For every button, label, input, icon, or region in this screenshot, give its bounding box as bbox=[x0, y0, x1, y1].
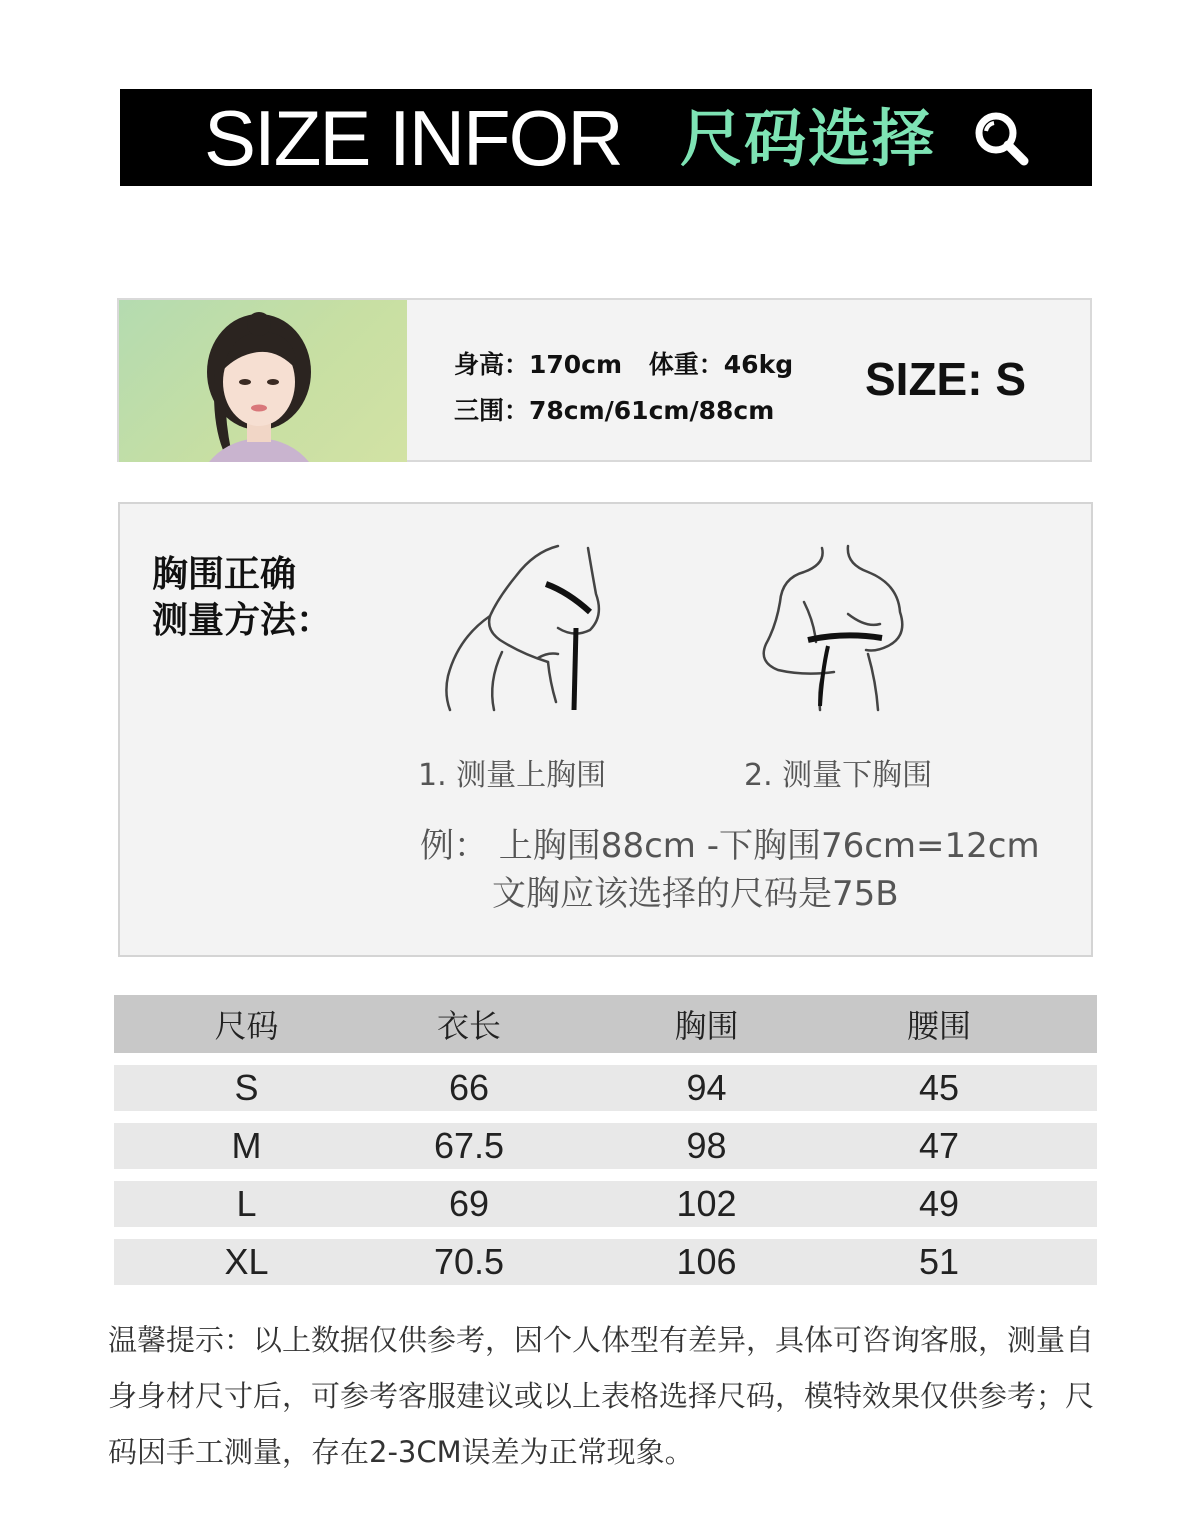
model-size: SIZE: S bbox=[865, 353, 1027, 405]
step1-caption: 1. 测量上胸围 bbox=[418, 758, 607, 793]
table-header-cell: 腰围 bbox=[906, 1007, 971, 1045]
upper-bust-illustration bbox=[438, 542, 618, 714]
table-cell: 67.5 bbox=[433, 1125, 505, 1166]
model-photo bbox=[119, 300, 407, 462]
under-bust-illustration bbox=[748, 542, 928, 714]
example-line1: 例： 上胸围88cm -下胸围76cm=12cm bbox=[420, 826, 1040, 866]
table-header-row bbox=[114, 995, 1097, 1053]
model-stats bbox=[454, 342, 811, 434]
table-cell: 106 bbox=[676, 1241, 737, 1282]
table-row bbox=[114, 1123, 1097, 1169]
table-cell: 66 bbox=[448, 1067, 490, 1108]
table-cell: 69 bbox=[448, 1183, 490, 1224]
measurement-method-box bbox=[118, 502, 1093, 957]
size-note: 温馨提示：以上数据仅供参考，因个人体型有差异，具体可咨询客服，测量自身身材尺寸后，可参考客服建议或以上表格选择尺码，模特效果仅供参考；尺码因手工测量，存在2-3CM误差为正常现象。 bbox=[108, 1323, 1095, 1469]
table-cell: 94 bbox=[686, 1067, 727, 1108]
example-text bbox=[420, 822, 1040, 918]
magnifier-icon bbox=[972, 111, 1032, 167]
table-cell: XL bbox=[224, 1241, 269, 1282]
method-title-line2: 测量方法： bbox=[152, 600, 333, 641]
table-header-cell: 尺码 bbox=[214, 1007, 279, 1045]
step2-caption: 2. 测量下胸围 bbox=[744, 758, 933, 793]
size-table bbox=[114, 995, 1097, 1297]
table-row bbox=[114, 1065, 1097, 1111]
method-title-line1: 胸围正确 bbox=[152, 554, 297, 595]
model-measurements: 三围：78cm/61cm/88cm bbox=[454, 396, 775, 425]
table-row bbox=[114, 1239, 1097, 1285]
header-title-en: SIZE INFOR bbox=[204, 94, 622, 182]
table-row bbox=[114, 1181, 1097, 1227]
table-header-cell: 胸围 bbox=[674, 1007, 739, 1045]
table-cell: L bbox=[236, 1183, 257, 1224]
header-title-cn: 尺码选择 bbox=[680, 102, 937, 175]
table-cell: 70.5 bbox=[433, 1241, 505, 1282]
table-cell: 45 bbox=[918, 1067, 960, 1108]
model-info-card bbox=[117, 298, 1092, 462]
table-cell: 49 bbox=[918, 1183, 960, 1224]
header-banner bbox=[120, 89, 1092, 186]
table-header-cell: 衣长 bbox=[436, 1007, 501, 1045]
table-cell: S bbox=[234, 1067, 259, 1108]
model-portrait-illustration bbox=[119, 300, 407, 462]
method-title bbox=[152, 552, 352, 644]
table-cell: 102 bbox=[676, 1183, 737, 1224]
example-line2: 文胸应该选择的尺码是75B bbox=[492, 874, 899, 914]
table-cell: 47 bbox=[918, 1125, 960, 1166]
model-weight: 体重：46kg bbox=[648, 350, 794, 379]
table-cell: M bbox=[231, 1125, 262, 1166]
model-height: 身高：170cm bbox=[454, 350, 623, 379]
table-cell: 98 bbox=[686, 1125, 727, 1166]
table-cell: 51 bbox=[918, 1241, 960, 1282]
